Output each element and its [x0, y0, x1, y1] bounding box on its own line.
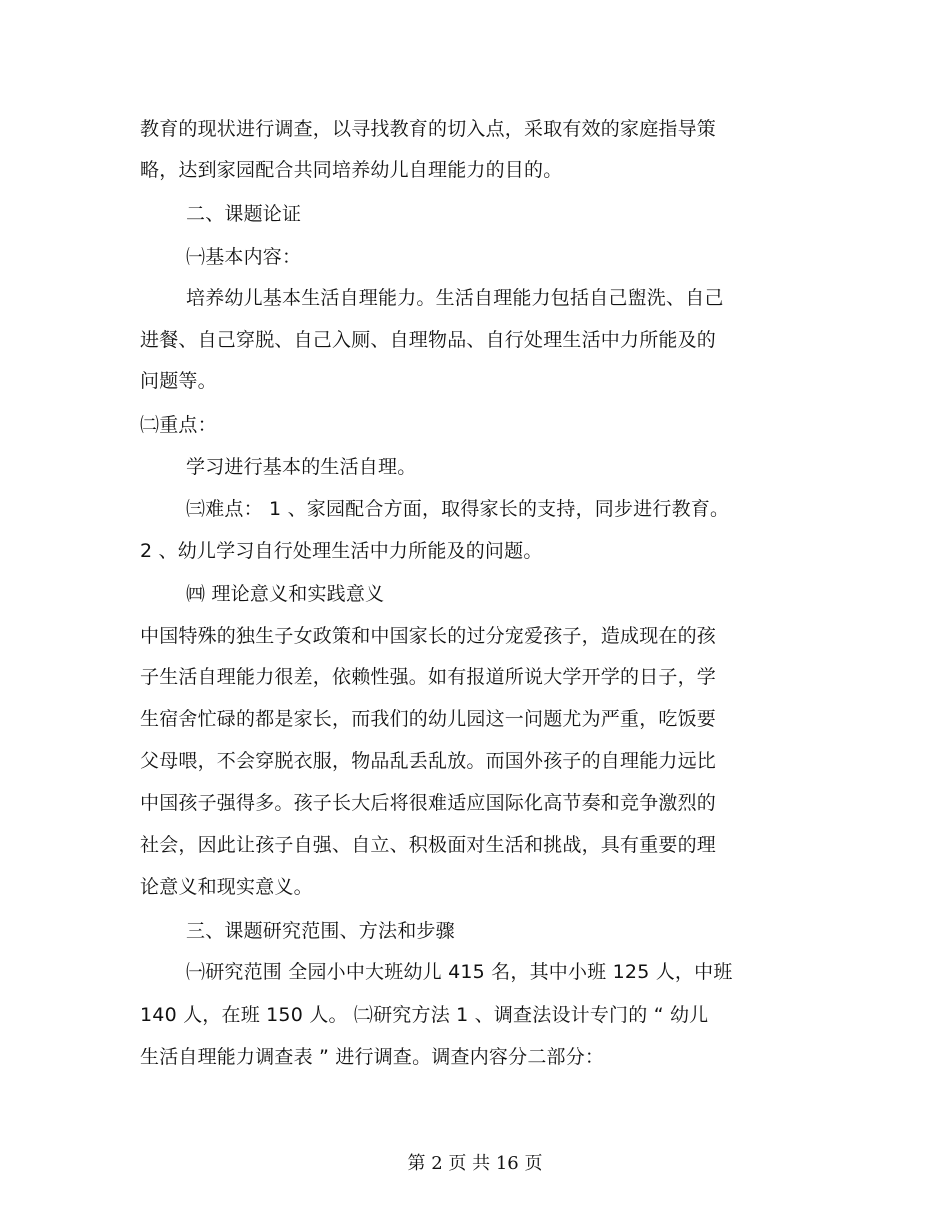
paragraph-line: 社会，因此让孩子自强、自立、积极面对生活和挑战，具有重要的理: [140, 834, 717, 856]
paragraph-line: 培养幼儿基本生活自理能力。生活自理能力包括自己盥洗、自己: [186, 287, 724, 309]
paragraph-line: 子生活自理能力很差，依赖性强。如有报道所说大学开学的日子，学: [140, 666, 717, 688]
subsection-heading: ㈠基本内容：: [186, 246, 302, 268]
paragraph-line: 教育的现状进行调查，以寻找教育的切入点，采取有效的家庭指导策: [140, 118, 717, 140]
paragraph-line: 中国特殊的独生子女政策和中国家长的过分宠爱孩子，造成现在的孩: [140, 625, 717, 647]
section-heading: 二、课题论证: [186, 203, 302, 225]
paragraph-line: ㈠研究范围 全园小中大班幼儿 415 名，其中小班 125 人，中班: [186, 961, 733, 983]
paragraph-line: 生宿舍忙碌的都是家长，而我们的幼儿园这一问题尤为严重，吃饭要: [140, 708, 717, 730]
paragraph-line: 生活自理能力调查表 ” 进行调查。调查内容分二部分：: [140, 1046, 605, 1068]
paragraph-line: 学习进行基本的生活自理。: [186, 456, 417, 478]
paragraph-line: 问题等。: [140, 370, 217, 392]
subsection-heading: ㈡重点：: [140, 414, 217, 436]
paragraph-line: 中国孩子强得多。孩子长大后将很难适应国际化高节奏和竞争激烈的: [140, 792, 717, 814]
paragraph-line: 父母喂，不会穿脱衣服，物品乱丢乱放。而国外孩子的自理能力远比: [140, 750, 717, 772]
paragraph-line: 略，达到家园配合共同培养幼儿自理能力的目的。: [140, 159, 563, 181]
page-number-footer: 第 2 页 共 16 页: [407, 1153, 543, 1174]
subsection-heading: ㈣ 理论意义和实践意义: [186, 583, 385, 605]
paragraph-line: 进餐、自己穿脱、自己入厕、自理物品、自行处理生活中力所能及的: [140, 329, 717, 351]
section-heading: 三、课题研究范围、方法和步骤: [186, 920, 455, 942]
paragraph-line: 140 人，在班 150 人。 ㈡研究方法 1 、调查法设计专门的 “ 幼儿: [140, 1004, 709, 1026]
paragraph-line: 2 、幼儿学习自行处理生活中力所能及的问题。: [140, 540, 543, 562]
paragraph-line: 论意义和现实意义。: [140, 876, 313, 898]
paragraph-line: ㈢难点： 1 、家园配合方面，取得家长的支持，同步进行教育。: [186, 498, 730, 520]
